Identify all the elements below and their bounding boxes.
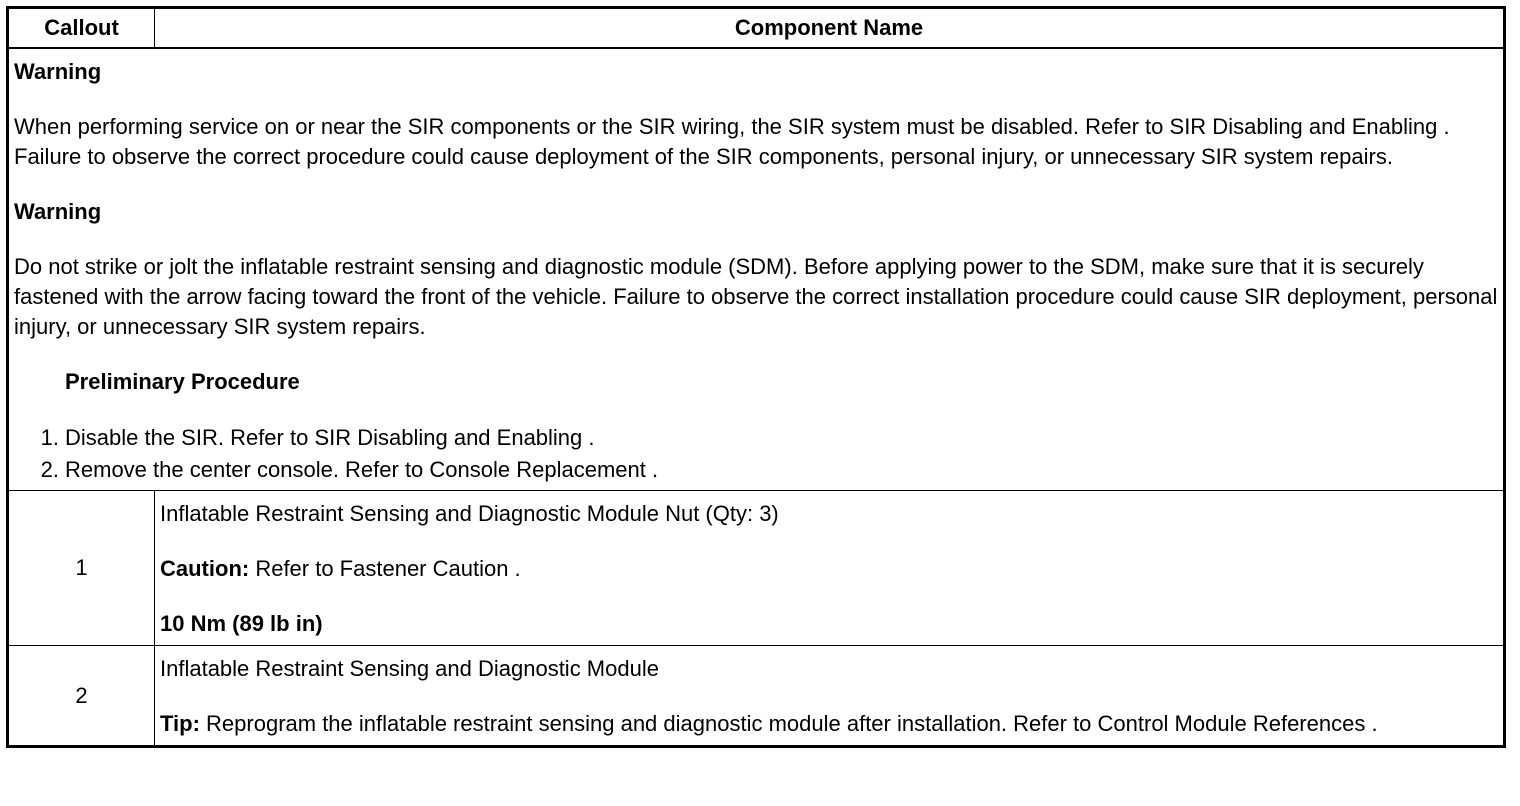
callout-number: 2 — [8, 646, 155, 747]
component-name: Inflatable Restraint Sensing and Diagnostic Module — [160, 656, 659, 681]
component-cell — [155, 646, 1505, 747]
component-cell — [155, 491, 1505, 646]
header-component-name: Component Name — [155, 8, 1505, 49]
procedure-title: Preliminary Procedure — [65, 369, 300, 394]
warning-text: When performing service on or near the SIR components or the SIR wiring, the SIR system must be disabled. Refer to SIR Disabling and Enabling . Failure to observe the correct procedure could cause deployment of the SIR components, personal injury, or unnecessary SIR system repairs. — [14, 114, 1450, 169]
warning-title: Warning — [14, 199, 102, 224]
step-text: Remove the center console. Refer to Console Replacement . — [65, 457, 659, 482]
intro-cell — [8, 48, 1505, 491]
procedure-step — [40, 454, 1498, 486]
callout-number: 1 — [8, 491, 155, 646]
note-label: Tip: — [160, 711, 200, 736]
intro-row — [8, 48, 1505, 491]
procedure-step — [40, 422, 1498, 454]
step-text: Disable the SIR. Refer to SIR Disabling and Enabling . — [65, 425, 595, 450]
component-table — [6, 6, 1506, 748]
table-header-row — [8, 8, 1505, 49]
warning-text: Do not strike or jolt the inflatable restraint sensing and diagnostic module (SDM). Before applying power to the SDM, make sure that it is securely fastened with the arrow facing toward the front of the vehicle. Failure to observe the correct installation procedure could cause SIR deployment, personal injury, or unnecessary SIR system repairs. — [14, 254, 1498, 339]
note-label: Caution: — [160, 556, 250, 581]
header-callout: Callout — [8, 8, 155, 49]
note-text: Reprogram the inflatable restraint sensing and diagnostic module after installation. Refer to Control Module References . — [199, 711, 1378, 736]
table-row — [8, 646, 1505, 747]
component-note — [160, 709, 1498, 739]
procedure-steps — [14, 422, 1498, 486]
table-row — [8, 491, 1505, 646]
torque-spec: 10 Nm (89 lb in) — [160, 611, 323, 636]
warning-title: Warning — [14, 59, 102, 84]
step-number: 2. — [40, 457, 59, 482]
step-number: 1. — [40, 425, 59, 450]
component-name: Inflatable Restraint Sensing and Diagnostic Module Nut (Qty: 3) — [160, 501, 779, 526]
component-note — [160, 554, 1498, 584]
note-text: Refer to Fastener Caution . — [249, 556, 521, 581]
